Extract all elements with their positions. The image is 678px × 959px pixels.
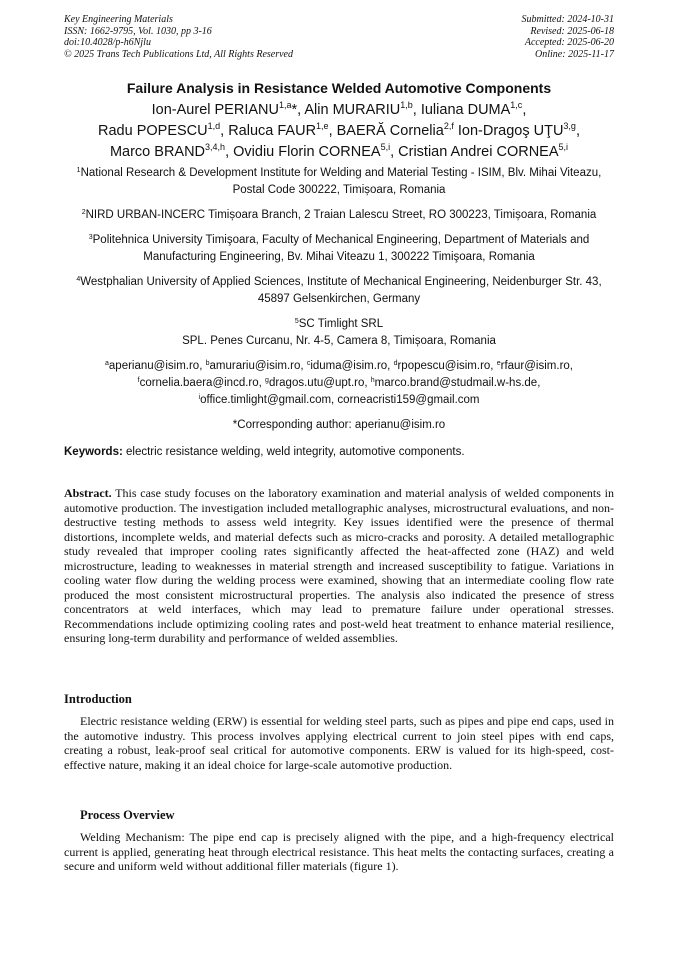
author-affil: 1,a	[278, 100, 292, 110]
introduction-paragraph: Electric resistance welding (ERW) is essential for welding steel parts, such as pipes and pipe end caps, used in the automotive industry. This process involves applying electrical current to join steel pipes with end caps, creating a robust, leak-proof seal critical for automotive components. ERW is valued for its high-speed, cost-effective nature, making it an ideal choice for large-scale automotive production.	[64, 714, 614, 772]
author-affil: 1,c	[510, 100, 523, 110]
author-affil: 2,f	[443, 121, 454, 131]
affiliations	[64, 165, 614, 434]
affiliation: $^4$Westphalian University of Applied Sciences, Institute of Mechanical Engineering, Neidenburger Str. 43, 45897 Gelsenkirchen, Germany	[76, 276, 602, 305]
author-affil: 5,i	[558, 142, 569, 152]
affiliation: $^1$National Research & Development Institute for Welding and Material Testing - ISIM, Blv. Mihai Viteazu, Postal Code 300222, Timișoara, Romania	[76, 167, 602, 196]
revised-date: Revised: 2025-06-18	[530, 25, 614, 37]
affiliation: $^2$NIRD URBAN-INCERC Timișoara Branch, 2 Traian Lalescu Street, RO 300223, Timișoara, Romania	[81, 209, 597, 221]
issn: ISSN: 1662-9795, Vol. 1030, pp 3-16	[64, 25, 212, 37]
process-overview-paragraph: Welding Mechanism: The pipe end cap is precisely aligned with the pipe, and a high-frequency electrical current is applied, generating heat through electrical resistance. This heat melts the contacting surfaces, creating a secure and uniform weld without additional filler materials (figure 1).	[64, 830, 614, 873]
author-line: Marco BRAND$^{3,4,h}$, Ovidiu Florin CORNEA$^{5,i}$, Cristian Andrei CORNEA$^{5,i}$	[109, 142, 569, 160]
author-affil: 3,4,h	[205, 142, 226, 152]
author-affil: 1,d	[207, 121, 221, 131]
author-emails: $^a$aperianu@isim.ro, $^b$amurariu@isim.ro, $^c$iduma@isim.ro, $^d$rpopescu@isim.ro, $^e$rfaur@isim.ro, $^f$cornelia.baera@incd.ro, $^g$dragos.utu@upt.ro, $^h$marco.brand@studmail.w-hs.de, $^i$office.timlight@gmail.com, corneacristi159@gmail.com	[105, 360, 573, 406]
author-affil: 1,b	[400, 100, 413, 110]
author-affil: 3,g	[563, 121, 576, 131]
author-name: Cristian Andrei CORNEA	[398, 144, 559, 160]
submission-dates	[522, 14, 615, 60]
process-overview-heading: Process Overview	[80, 808, 175, 822]
author-name: BAERĂ Cornelia	[336, 123, 444, 139]
affiliation: $^5$SC Timlight SRL SPL. Penes Curcanu, Nr. 4-5, Camera 8, Timișoara, Romania	[182, 318, 496, 347]
author-affil: 1,e	[316, 121, 329, 131]
author-list	[40, 100, 638, 163]
accepted-date: Accepted: 2025-06-20	[524, 37, 614, 48]
author-name: Iuliana DUMA	[420, 102, 511, 118]
author-name: Ovidiu Florin CORNEA	[233, 144, 381, 160]
journal-name: Key Engineering Materials	[64, 14, 173, 25]
abstract: Abstract. This case study focuses on the laboratory examination and material analysis of welded components in automotive production. The investigation included metallographic analyses, microstructural evaluations, and non-destructive testing methods to assess weld integrity. Key issues identified were the presence of thermal distortions, incomplete welds, and material defects such as micro-cracks and porosity. A detailed metallographic study revealed that improper cooling rates significantly affected the heat-affected zone (HAZ) and weld microstructure, leading to weaknesses in material strength and increased susceptibility to fatigue. Variations in cooling water flow during the welding process were examined, showing that an intermediate cooling flow rate produced the most consistent microstructural properties. The analysis also indicated the presence of stress concentrators at weld interfaces, which may lead to premature failure under operational stresses. Recommendations include optimizing cooling rates and post-weld heat treatment to enhance material resilience, ensuring long-term durability and performance of welded assemblies.	[64, 486, 614, 645]
author-name: Raluca FAUR	[228, 123, 317, 139]
author-affil: 5,i	[380, 142, 391, 152]
author-name: Ion-Dragoş UŢU	[457, 123, 564, 139]
introduction-heading: Introduction	[64, 692, 132, 706]
affiliation: $^3$Politehnica University Timişoara, Faculty of Mechanical Engineering, Department of Materials and Manufacturing Engineering, Bv. Mihai Viteazu 1, 300222 Timişoara, Romania	[88, 234, 590, 263]
author-line: Radu POPESCU$^{1,d}$, Raluca FAUR$^{1,e}$, BAERĂ Cornelia$^{2,f}$ Ion-Dragoş UŢU$^{3,g}$,	[98, 121, 580, 139]
author-name: Radu POPESCU	[98, 123, 208, 139]
author-line: Ion-Aurel PERIANU$^{1,a}$*, Alin MURARIU$^{1,b}$, Iuliana DUMA$^{1,c}$,	[151, 100, 527, 118]
corresponding-author: *Corresponding author: aperianu@isim.ro	[232, 419, 446, 431]
paper-title: Failure Analysis in Resistance Welded Automotive Components	[126, 80, 552, 96]
copyright: © 2025 Trans Tech Publications Ltd, All Rights Reserved	[64, 48, 293, 60]
journal-info	[64, 14, 293, 60]
author-name: Ion-Aurel PERIANU	[151, 102, 279, 118]
author-name: Marco BRAND	[109, 144, 206, 160]
online-date: Online: 2025-11-17	[535, 48, 614, 60]
doi: doi:10.4028/p-h6Njlu	[64, 37, 151, 48]
submitted-date: Submitted: 2024-10-31	[521, 14, 614, 25]
keywords: Keywords: electric resistance welding, weld integrity, automotive components.	[64, 446, 465, 458]
author-name: Alin MURARIU	[304, 102, 401, 118]
